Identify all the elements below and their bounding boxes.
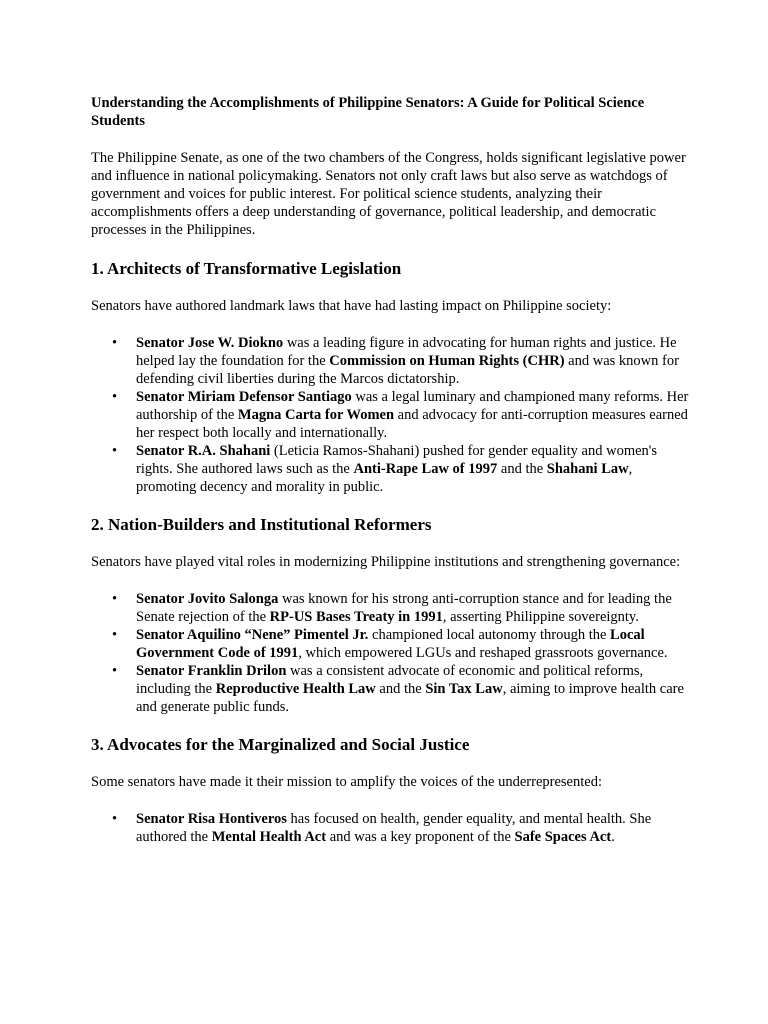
section-2 xyxy=(91,514,690,716)
bullet-icon: • xyxy=(112,811,118,827)
item-text: and was known for defending civil liberties during the Marcos dictatorship. xyxy=(136,353,679,387)
section-3 xyxy=(91,734,690,846)
law-name: Magna Carta for Women xyxy=(237,407,395,423)
senator-name: Senator Risa Hontiveros xyxy=(136,811,287,827)
bullet-list xyxy=(91,810,690,846)
bullet-icon: • xyxy=(112,389,118,405)
list-item xyxy=(91,334,690,388)
senator-name: Senator Jovito Salonga xyxy=(136,591,279,607)
document-title: Understanding the Accomplishments of Philippine Senators: A Guide for Political Science Students xyxy=(91,95,645,129)
law-name: Commission on Human Rights (CHR) xyxy=(329,353,565,369)
item-text: was a leading figure in advocating for human rights and justice. He helped lay the foundation for the xyxy=(136,335,677,369)
law-name: RP-US Bases Treaty in 1991 xyxy=(269,609,443,625)
bullet-icon: • xyxy=(112,335,118,351)
item-text: , which empowered LGUs and reshaped grassroots governance. xyxy=(298,645,668,661)
list-item xyxy=(91,590,690,626)
senator-name: Senator Jose W. Diokno xyxy=(136,335,284,351)
list-item xyxy=(91,810,690,846)
item-text: was a consistent advocate of economic and political reforms, including the xyxy=(136,663,644,697)
item-text: . xyxy=(611,829,615,845)
item-text: (Leticia Ramos-Shahani) pushed for gender equality and women's rights. She authored laws such as the xyxy=(136,443,658,477)
senator-name: Senator Aquilino “Nene” Pimentel Jr. xyxy=(136,627,369,643)
law-name: Anti-Rape Law of 1997 xyxy=(353,461,498,477)
item-text: , aiming to improve health care and generate public funds. xyxy=(136,681,684,715)
law-name: Local Government Code of 1991 xyxy=(136,627,645,661)
item-text: and was a key proponent of the xyxy=(326,829,515,845)
bullet-list xyxy=(91,334,690,496)
list-item xyxy=(91,388,690,442)
section-intro: Some senators have made it their mission to amplify the voices of the underrepresented: xyxy=(91,774,602,790)
law-name: Mental Health Act xyxy=(211,829,327,845)
law-name: Reproductive Health Law xyxy=(215,681,376,697)
law-name: Sin Tax Law xyxy=(425,681,503,697)
senator-name: Senator Franklin Drilon xyxy=(136,663,287,679)
item-text: was a legal luminary and championed many reforms. Her authorship of the xyxy=(136,389,689,423)
senator-name: Senator Miriam Defensor Santiago xyxy=(136,389,352,405)
item-text: was known for his strong anti-corruption stance and for leading the Senate rejection of the xyxy=(136,591,672,625)
section-heading: 2. Nation-Builders and Institutional Reformers xyxy=(91,515,432,534)
bullet-icon: • xyxy=(112,443,118,459)
section-intro: Senators have played vital roles in modernizing Philippine institutions and strengthening governance: xyxy=(91,554,681,570)
item-text: , promoting decency and morality in public. xyxy=(136,461,633,495)
item-text: and the xyxy=(497,461,547,477)
item-text: , asserting Philippine sovereignty. xyxy=(442,609,639,625)
list-item xyxy=(91,626,690,662)
item-text: championed local autonomy through the xyxy=(368,627,611,643)
item-text: has focused on health, gender equality, and mental health. She authored the xyxy=(136,811,652,845)
item-text: and advocacy for anti-corruption measures earned her respect both locally and internationally. xyxy=(136,407,688,441)
section-intro: Senators have authored landmark laws that have had lasting impact on Philippine society: xyxy=(91,298,612,314)
bullet-icon: • xyxy=(112,663,118,679)
intro-paragraph: The Philippine Senate, as one of the two chambers of the Congress, holds significant legislative power and influence in national policymaking. Senators not only craft laws but also serve as watchdogs of government and voices for public interest. For political science students, analyzing their accomplishments offers a deep understanding of governance, political leadership, and democratic processes in the Philippines. xyxy=(91,150,686,238)
law-name: Shahani Law xyxy=(546,461,629,477)
section-1 xyxy=(91,258,690,496)
section-heading: 3. Advocates for the Marginalized and Social Justice xyxy=(91,735,470,754)
item-text: and the xyxy=(375,681,426,697)
section-heading: 1. Architects of Transformative Legislation xyxy=(91,259,402,278)
bullet-list xyxy=(91,590,690,716)
law-name: Safe Spaces Act xyxy=(514,829,612,845)
list-item xyxy=(91,662,690,716)
list-item xyxy=(91,442,690,496)
senator-name: Senator R.A. Shahani xyxy=(136,443,271,459)
bullet-icon: • xyxy=(112,627,118,643)
bullet-icon: • xyxy=(112,591,118,607)
